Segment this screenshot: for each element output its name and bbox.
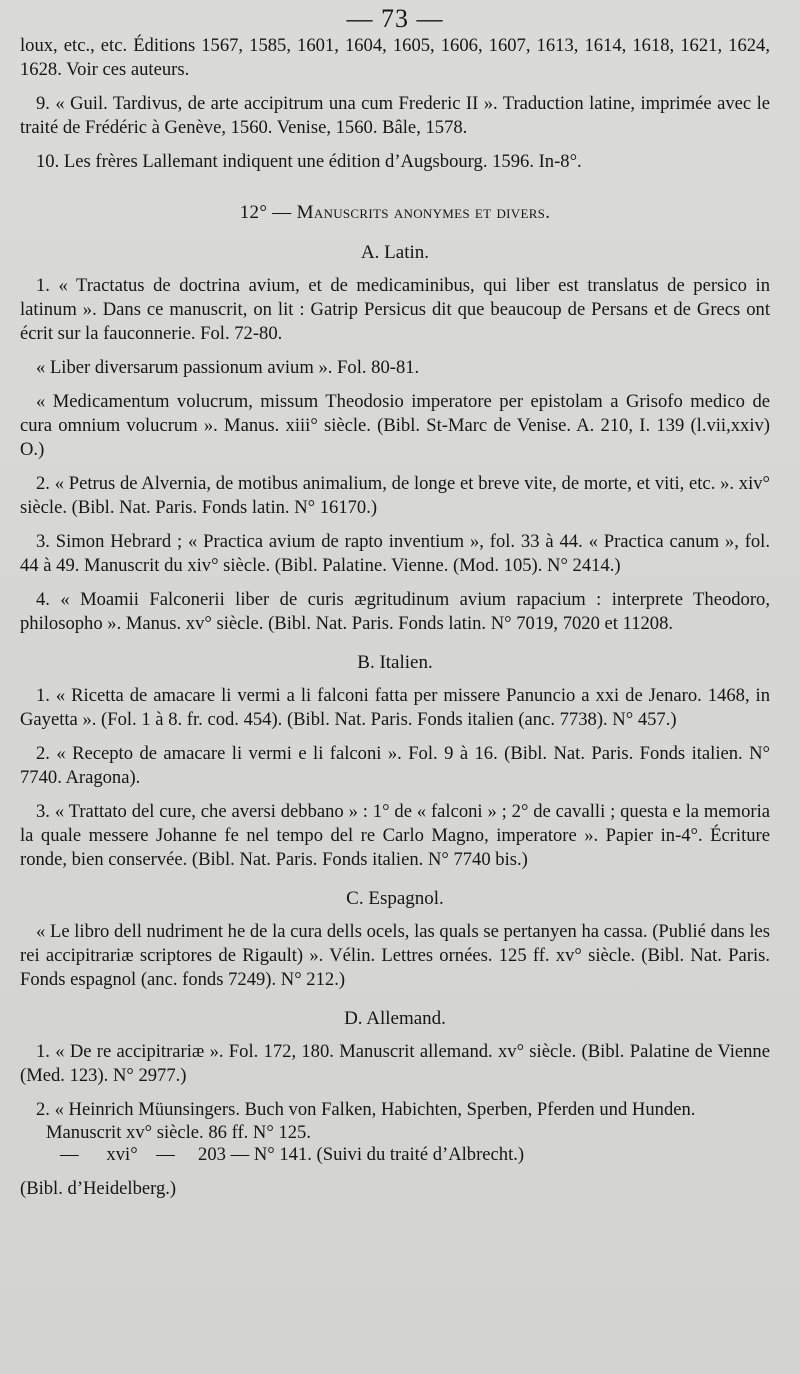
espagnol-paragraph-1: « Le libro dell nudriment he de la cura dells ocels, las quals se pertanyen ha cassa. (Publié dans les rei accipitrariæ scriptores de Rigault) ». Vélin. Lettres ornées. 125 ff. xv° siècle. (Bibl. Nat. Paris. Fonds espagnol (anc. fonds 7249). N° 212.) (20, 921, 770, 990)
heading-espagnol: C. Espagnol. (346, 888, 444, 909)
item-9: 9. « Guil. Tardivus, de arte accipitrum una cum Frederic II ». Traduction latine, imprimée avec le traité de Frédéric à Genève, 1560. Venise, 1560. Bâle, 1578. (20, 93, 770, 138)
italien-paragraph-1: 1. « Ricetta de amacare li vermi a li falconi fatta per missere Panuncio a xxi de Jenaro. 1468, in Gayetta ». (Fol. 1 à 8. fr. cod. 454). (Bibl. Nat. Paris. Fonds italien (anc. 7738). N° 457.) (20, 685, 770, 730)
allemand-paragraph-1: 1. « De re accipitrariæ ». Fol. 172, 180. Manuscrit allemand. xv° siècle. (Bibl. Palatine de Vienne (Med. 123). N° 2977.) (20, 1041, 770, 1086)
manuscript-table (46, 1122, 770, 1166)
latin-paragraph-6: 4. « Moamii Falconerii liber de curis ægritudinum avium rapacium : interprete Theodoro, philosopho ». Manus. xv° siècle. (Bibl. Nat. Paris. Fonds latin. N° 7019, 7020 et 11208. (20, 589, 770, 634)
top-paragraph: loux, etc., etc. Éditions 1567, 1585, 1601, 1604, 1605, 1606, 1607, 1613, 1614, 1618, 1621, 1624, 1628. Voir ces auteurs. (20, 35, 770, 80)
manuscript-row-1: Manuscrit xv° siècle. 86 ff. N° 125. (46, 1122, 311, 1143)
manuscript-row-2: — xvi° — 203 — N° 141. (Suivi du traité d’Albrecht.) (46, 1144, 525, 1165)
latin-paragraph-5: 3. Simon Hebrard ; « Practica avium de rapto inventium », fol. 33 à 44. « Practica canum », fol. 44 à 49. Manuscrit du xiv° siècle. (Bibl. Palatine. Vienne. (Mod. 105). N° 2414.) (20, 531, 770, 576)
latin-paragraph-3: « Medicamentum volucrum, missum Theodosio imperatore per epistolam a Grisofo medico de cura omnium volucrum ». Manus. xiii° siècle. (Bibl. St-Marc de Venise. A. 210, I. 139 (l.vii,xxiv) O.) (20, 391, 770, 460)
heading-allemand: D. Allemand. (344, 1008, 446, 1029)
heading-latin: A. Latin. (360, 242, 430, 263)
allemand-paragraph-2: 2. « Heinrich Müunsingers. Buch von Falken, Habichten, Sperben, Pferden und Hunden. (36, 1099, 696, 1120)
section-title: 12° — Manuscrits anonymes et divers. (239, 202, 551, 223)
latin-paragraph-4: 2. « Petrus de Alvernia, de motibus animalium, de longe et breve vite, de morte, et viti, etc. ». xiv° siècle. (Bibl. Nat. Paris. Fonds latin. N° 16170.) (20, 473, 770, 518)
italien-paragraph-2: 2. « Recepto de amacare li vermi e li falconi ». Fol. 9 à 16. (Bibl. Nat. Paris. Fonds italien. N° 7740. Aragona). (20, 743, 770, 788)
heading-italien: B. Italien. (357, 652, 433, 673)
page-number: — 73 — (346, 4, 444, 33)
allemand-source: (Bibl. d’Heidelberg.) (20, 1178, 177, 1199)
italien-paragraph-3: 3. « Trattato del cure, che aversi debbano » : 1° de « falconi » ; 2° de cavalli ; questa e la memoria la quale messere Johanne fe nel tempo del re Carlo Magno, imperatore ». Papier in-4°. Écriture ronde, bien conservée. (Bibl. Nat. Paris. Fonds italien. N° 7740 bis.) (20, 801, 770, 870)
item-10: 10. Les frères Lallemant indiquent une édition d’Augsbourg. 1596. In-8°. (36, 151, 582, 172)
latin-paragraph-1: 1. « Tractatus de doctrina avium, et de medicaminibus, qui liber est translatus de persico in latinum ». Dans ce manuscrit, on lit : Gatrip Persicus dit que beaucoup de Persans et de Grecs ont écrit sur la fauconnerie. Fol. 72-80. (20, 275, 770, 344)
latin-paragraph-2: « Liber diversarum passionum avium ». Fol. 80-81. (36, 357, 420, 378)
